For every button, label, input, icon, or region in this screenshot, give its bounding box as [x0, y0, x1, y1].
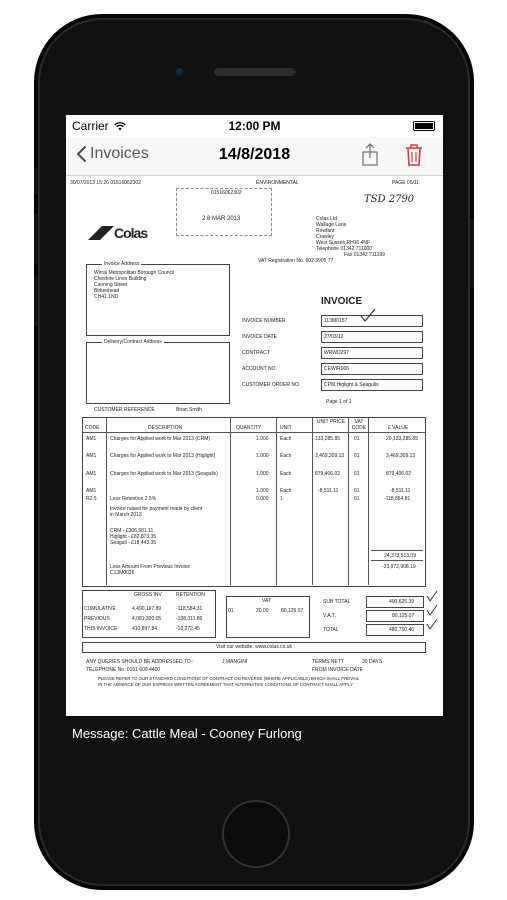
vat-rate: 20.00 — [256, 608, 269, 614]
total-value: 400,625.39 — [389, 599, 415, 605]
field-value: CEWIR006 — [324, 366, 350, 372]
trash-icon[interactable] — [404, 143, 424, 167]
telephone-text: TELEPHONE No. 0151 609 4400 — [86, 667, 161, 673]
back-label: Invoices — [90, 145, 149, 162]
row-vat: 01 — [354, 436, 360, 442]
address-line: Wirral Metropolitan Borough Council — [94, 270, 175, 276]
front-camera — [174, 66, 185, 77]
summary-retention: -10,272.45 — [176, 626, 200, 632]
app-screen — [66, 115, 443, 785]
address-line: Canning Street — [94, 282, 128, 288]
items-table — [82, 417, 426, 587]
total-label: TOTAL — [323, 627, 339, 633]
delivery-address-box — [86, 342, 230, 404]
field-label: INVOICE DATE — [242, 334, 277, 340]
note-line: CRM - £306,581.11 — [110, 528, 154, 534]
supplier-line: Telephone 01342 711000 — [316, 246, 373, 252]
row-code: AM1 — [86, 436, 97, 442]
vat-code: 01 — [228, 608, 234, 614]
col-line — [106, 417, 107, 585]
brand-name: Colas — [114, 225, 148, 241]
page-number: PAGE 05/11 — [392, 180, 420, 186]
vat-label: VAT — [262, 598, 271, 604]
summary-retention: -108,311.86 — [176, 616, 203, 622]
invoice-title: INVOICE — [321, 296, 363, 307]
summary-gross: 4,081,300.05 — [132, 616, 162, 622]
row-desc: Less Retention 2.5% — [110, 496, 157, 502]
fax-header: 30/07/2013 15:26 01516062302 — [70, 180, 141, 186]
note-line: in March 2013 — [110, 512, 142, 518]
earpiece-speaker — [214, 68, 296, 76]
terms-days: 30 DAYS — [362, 659, 383, 665]
column-header: QUANTITY — [236, 425, 262, 431]
field-value: WRWD297 — [324, 350, 349, 356]
col-line — [368, 417, 369, 585]
row-value: -8,511.11 — [390, 488, 411, 494]
total-value: 80,125.07 — [392, 613, 415, 619]
column-header: CODE — [85, 425, 100, 431]
summary-label: PREVIOUS — [84, 616, 110, 622]
table-header-line — [82, 432, 426, 433]
row-vat: 01 — [354, 488, 360, 494]
row-value: -118,864.81 — [384, 496, 411, 502]
row-unit: Each — [280, 471, 292, 477]
row-unit: Each — [280, 488, 292, 494]
row-code: AM1 — [86, 471, 97, 477]
address-line: Cheshire Lines Building — [94, 276, 147, 282]
note-line: Less Amount From Previous Invoice — [110, 564, 191, 570]
total-label: SUB TOTAL — [323, 599, 351, 605]
field-value: CPM,Higlight & Seagulls — [324, 382, 379, 388]
field-value: 113M0157 — [324, 318, 348, 324]
supplier-line: Fax 01342 711199 — [344, 252, 385, 258]
summary-header: GROSS INV — [134, 592, 162, 598]
col-line — [230, 417, 231, 585]
supplier-line: Rowfant — [316, 228, 335, 234]
col-line — [312, 417, 313, 585]
invoice-address-label: Invoice Address — [104, 261, 140, 267]
message-text: Message: Cattle Meal - Cooney Furlong — [72, 726, 302, 741]
column-header: DESCRIPTION — [148, 425, 183, 431]
field-value: 27/03/13 — [324, 334, 344, 340]
footer-line: PLEASE REFER TO OUR STANDARD CONDITIONS OF CONTRACT ON REVERSE (WHERE APPLICABLE) WHICH SHALL PREVAIL — [98, 676, 360, 681]
terms-from: FROM INVOICE DATE — [312, 667, 364, 673]
column-header: UNIT PRICE — [316, 419, 346, 425]
supplier-line: Wallage Lane — [316, 222, 347, 228]
row-price: 3,469,309.13 — [315, 453, 345, 459]
subtotal-value: -23,972,908.19 — [382, 564, 416, 570]
supplier-line: VAT Registration No. 602 3905 77 — [258, 258, 334, 264]
note-line: Seagull - £18,443.35 — [110, 540, 157, 546]
delivery-address-label: Delivery/Contract Address — [104, 339, 162, 345]
address-line: CH41 1ND — [94, 294, 119, 300]
field-label: ACCOUNT NO. — [242, 366, 277, 372]
message-bar — [66, 716, 443, 785]
handwritten-ref: TSD 2790 — [364, 194, 415, 205]
mute-switch — [34, 168, 38, 194]
navigation-bar — [66, 137, 443, 176]
column-header: UNIT — [280, 425, 292, 431]
subtotal-value: 24,373,513.09 — [384, 553, 416, 559]
row-price: 879,406.02 — [315, 471, 341, 477]
address-line: Birkenhead — [94, 288, 120, 294]
page-of: Page 1 of 1 — [326, 399, 352, 405]
row-qty: 1.000 — [256, 436, 269, 442]
summary-gross: 410,897.84 — [132, 626, 158, 632]
row-unit: 1 — [280, 496, 283, 502]
row-value: 3,469,309.13 — [386, 453, 416, 459]
summary-label: THIS INVOICE — [84, 626, 118, 632]
stamp-date: 2 8 MAR 2013 — [202, 216, 241, 222]
column-header: £ VALUE — [388, 425, 409, 431]
supplier-address — [258, 216, 391, 264]
checkmark-icon — [360, 308, 376, 322]
field-label: INVOICE NUMBER — [242, 318, 286, 324]
status-bar — [66, 115, 443, 137]
note-line: Invoice raised for payment made by client — [110, 506, 203, 512]
share-icon[interactable] — [361, 143, 379, 167]
column-header: VAT CODE — [351, 419, 367, 431]
customer-ref-label: CUSTOMER REFERENCE — [94, 407, 155, 413]
stamp-number: 01516062302 — [211, 190, 242, 196]
row-code: AM1 — [86, 488, 97, 494]
subtotal-line — [371, 560, 423, 561]
home-button[interactable] — [222, 800, 290, 868]
total-value: 480,750.46 — [389, 627, 415, 633]
col-line — [348, 417, 349, 585]
summary-label: CUMULATIVE — [84, 606, 116, 612]
clock: 12:00 PM — [228, 119, 281, 133]
page-title: 14/8/2018 — [218, 146, 291, 163]
row-qty: 1.000 — [256, 471, 269, 477]
row-vat: 01 — [354, 453, 360, 459]
fax-header-right: ENVIRONMENTAL — [256, 180, 299, 186]
row-value: 20,133,285.85 — [386, 436, 418, 442]
supplier-line: Colas Ltd — [316, 216, 338, 222]
carrier-label: Carrier — [72, 119, 126, 133]
field-label: CONTRACT — [242, 350, 270, 356]
row-unit: Each — [280, 436, 292, 442]
power-button — [470, 218, 474, 288]
row-code: AM1 — [86, 453, 97, 459]
volume-down-button — [34, 276, 38, 326]
row-vat: 01 — [354, 496, 360, 502]
summary-header: RETENTION — [176, 592, 205, 598]
row-desc: Charges for Applied work to Mar 2013 (Seagulls) — [110, 471, 218, 477]
battery-icon — [413, 121, 435, 131]
invoice-address — [94, 270, 174, 300]
row-price: -8,511.11 — [318, 488, 339, 494]
volume-up-button — [34, 214, 38, 264]
row-desc: Charges for Applied work to Mar 2013 (Higlight) — [110, 453, 216, 459]
customer-ref: Brian Smith — [176, 407, 202, 413]
row-value: 879,406.02 — [386, 471, 412, 477]
queries-text: ANY QUERIES SHOULD BE ADDRESSED TO : — [86, 659, 194, 665]
summary-gross: 4,490,197.89 — [132, 606, 162, 612]
colas-logo-icon — [88, 226, 114, 240]
website-text: Visit our website: www.colas.co.uk — [216, 644, 293, 650]
invoice-image — [66, 176, 443, 716]
field-label: CUSTOMER ORDER NO. — [242, 382, 301, 388]
checkmark-icon — [426, 590, 438, 638]
summary-retention: -118,584.31 — [176, 606, 203, 612]
row-qty: 1.000 — [256, 488, 269, 494]
col-line — [276, 417, 277, 585]
total-label: V.A.T. — [323, 613, 336, 619]
row-price: 133,285.85 — [315, 436, 341, 442]
queries-name: J MANGINI — [222, 659, 248, 665]
vat-amount: 80,125.07 — [281, 608, 304, 614]
row-unit: Each — [280, 453, 292, 459]
row-code: R2.5 — [86, 496, 97, 502]
row-desc: Charges for Applied work to Mar 2013 (CRM) — [110, 436, 211, 442]
supplier-line: West Sussex RH10 4NF — [316, 240, 371, 246]
row-qty: 0.000 — [256, 496, 269, 502]
terms-label: TERMS NETT — [312, 659, 344, 665]
row-vat: 01 — [354, 471, 360, 477]
footer-line: IN THE ABSENCE OF OUR EXPRESS WRITTEN AGREEMENT THAT ALTERNATIVE CONDITIONS OF CONTRACT SHALL APPLY — [98, 682, 353, 687]
note-line: C13M0026 — [110, 570, 135, 576]
row-qty: 1.000 — [256, 453, 269, 459]
supplier-line: Crawley — [316, 234, 335, 240]
note-line: Higlight - £82,873.35 — [110, 534, 157, 540]
subtotal-line — [371, 550, 423, 551]
